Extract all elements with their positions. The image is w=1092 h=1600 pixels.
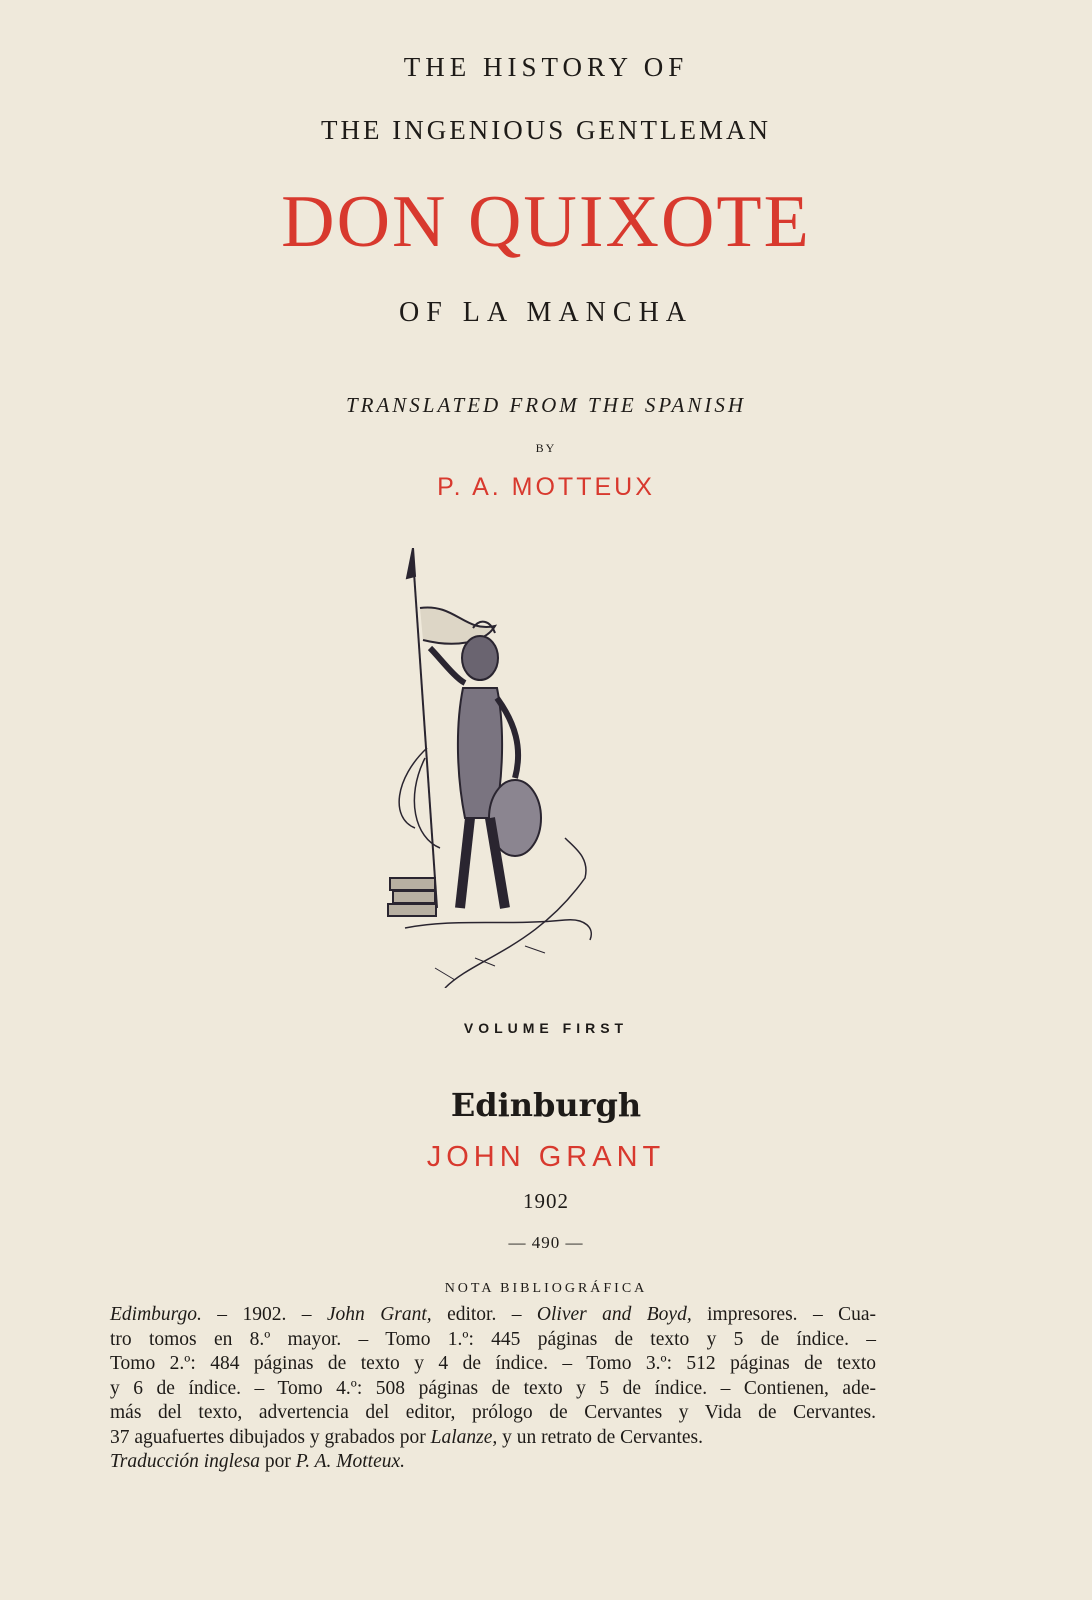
publisher-name: JOHN GRANT xyxy=(426,1141,666,1173)
catalog-number: — 490 — xyxy=(508,1233,584,1252)
publication-year: 1902 xyxy=(523,1189,569,1213)
nota-line-5: más del texto, advertencia del editor, prólogo de Cervantes y Vida de Cervantes. xyxy=(110,1402,876,1423)
bibliographic-note xyxy=(110,1303,876,1475)
nota-text: editor. – xyxy=(431,1304,537,1325)
title-line-1: THE HISTORY OF xyxy=(403,52,689,82)
nota-text: Lalanze, xyxy=(430,1426,498,1448)
nota-line-3: Tomo 2.º: 484 páginas de texto y 4 de índice. – Tomo 3.º: 512 páginas de texto xyxy=(110,1353,876,1374)
by-line: BY xyxy=(535,441,557,455)
translator-name: P. A. MOTTEUX xyxy=(437,473,655,501)
nota-text: Traducción inglesa xyxy=(110,1451,261,1472)
nota-text: P. A. Motteux. xyxy=(295,1451,406,1472)
nota-line-7 xyxy=(110,1450,876,1475)
main-title: DON QUIXOTE xyxy=(281,181,811,263)
nota-text: impresores. – Cua- xyxy=(691,1304,877,1325)
nota-text: – 1902. – xyxy=(201,1304,327,1325)
nota-line-4: y 6 de índice. – Tomo 4.º: 508 páginas de texto y 5 de índice. – Contienen, ade- xyxy=(110,1377,876,1399)
nota-line-6 xyxy=(110,1426,876,1451)
nota-text: Edimburgo. xyxy=(110,1304,202,1325)
translated-line: TRANSLATED FROM THE SPANISH xyxy=(345,393,747,417)
nota-text: 37 aguafuertes dibujados y grabados por xyxy=(110,1426,431,1448)
knight-engraving-icon xyxy=(385,548,615,988)
nota-line-2: tro tomos en 8.º mayor. – Tomo 1.º: 445 páginas de texto y 5 de índice. – xyxy=(110,1328,876,1350)
nota-text: por xyxy=(260,1451,296,1472)
nota-line-1 xyxy=(110,1303,876,1328)
nota-text: John Grant, xyxy=(326,1304,432,1325)
nota-text: Oliver and Boyd, xyxy=(536,1304,692,1325)
volume-label: VOLUME FIRST xyxy=(463,1020,629,1036)
title-line-4: OF LA MANCHA xyxy=(398,297,694,328)
nota-heading: NOTA BIBLIOGRÁFICA xyxy=(444,1281,648,1296)
imprint-city: Edinburgh xyxy=(450,1086,642,1124)
title-line-2: THE INGENIOUS GENTLEMAN xyxy=(321,115,771,145)
nota-text: y un retrato de Cervantes. xyxy=(497,1426,703,1448)
